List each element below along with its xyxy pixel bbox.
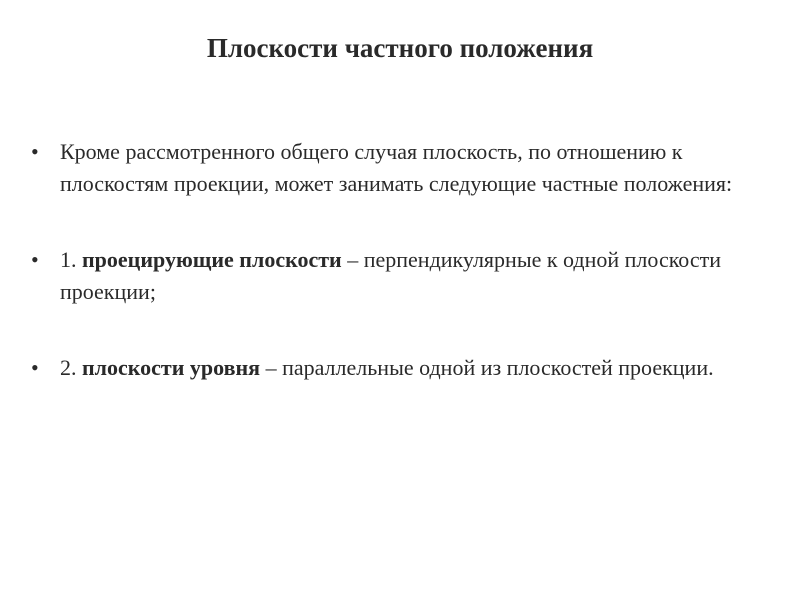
term-projecting-planes: проецирующие плоскости <box>82 247 342 272</box>
bullet-dot-icon: • <box>31 247 39 272</box>
bullet-dot-icon: • <box>31 139 39 164</box>
bullet-projecting-planes <box>31 244 771 308</box>
definition-projecting-planes: – перпендикулярные к одной плоскости проекции; <box>60 247 721 304</box>
slide-title: Плоскости частного положения <box>206 33 594 63</box>
term-level-planes: плоскости уровня <box>82 355 261 380</box>
bullet-intro-text: Кроме рассмотренного общего случая плоскость, по отношению к плоскостям проекции, может занимать следующие частные положения: <box>60 139 733 196</box>
bullet-intro <box>31 136 771 200</box>
bullet-list <box>31 136 771 384</box>
bullet-dot-icon: • <box>31 355 39 380</box>
definition-level-planes: – параллельные одной из плоскостей проекции. <box>260 355 714 380</box>
bullet-number: 2. <box>60 355 82 380</box>
bullet-level-planes <box>31 352 771 384</box>
bullet-number: 1. <box>60 247 82 272</box>
